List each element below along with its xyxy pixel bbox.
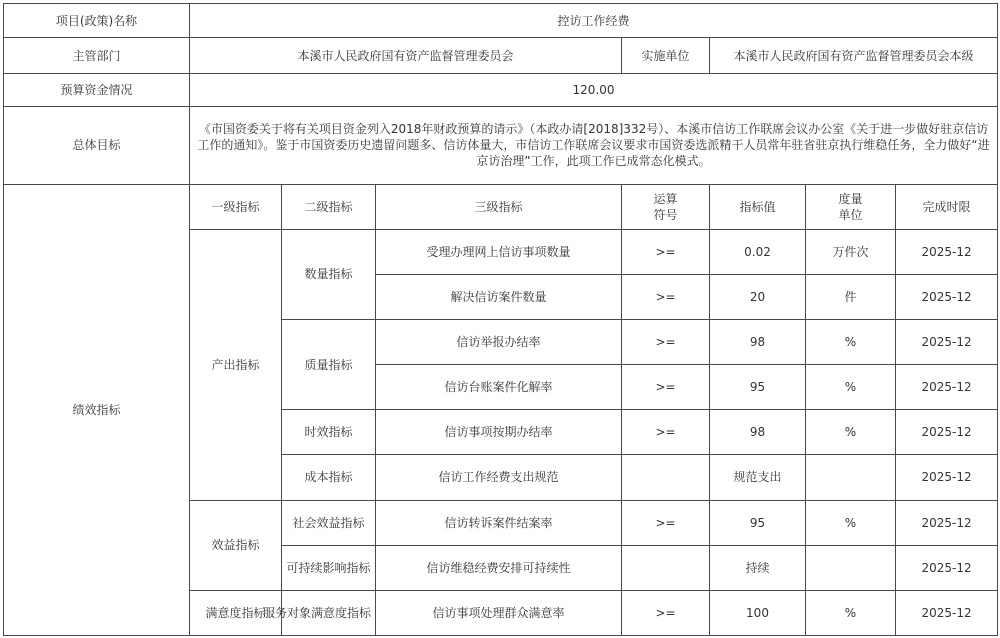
project-row <box>4 4 998 38</box>
indicator-name: 信访维稳经费安排可持续性 <box>376 545 622 590</box>
header-unit: 度量单位 <box>806 184 896 229</box>
indicator-deadline: 2025-12 <box>896 590 998 635</box>
indicator-name: 信访台账案件化解率 <box>376 365 622 410</box>
group-satisfaction: 满意度指标 <box>190 590 282 635</box>
group-output: 产出指标 <box>190 229 282 500</box>
indicator-op: >= <box>622 365 710 410</box>
indicator-value: 100 <box>710 590 806 635</box>
subgroup-service-text: 服务对象满意度指标 <box>262 605 371 620</box>
dept-label: 主管部门 <box>4 38 190 74</box>
header-value: 指标值 <box>710 184 806 229</box>
subgroup-sustain: 可持续影响指标 <box>282 545 376 590</box>
indicator-unit <box>806 545 896 590</box>
group-benefit: 效益指标 <box>190 500 282 590</box>
indicator-value: 98 <box>710 410 806 455</box>
indicator-op: >= <box>622 410 710 455</box>
header-level3: 三级指标 <box>376 184 622 229</box>
subgroup-quantity: 数量指标 <box>282 229 376 319</box>
indicator-op: >= <box>622 500 710 545</box>
subgroup-social: 社会效益指标 <box>282 500 376 545</box>
dept-row <box>4 38 998 74</box>
indicator-unit: 万件次 <box>806 229 896 274</box>
indicator-unit: % <box>806 500 896 545</box>
header-level1: 一级指标 <box>190 184 282 229</box>
indicator-deadline: 2025-12 <box>896 319 998 364</box>
project-value: 控访工作经费 <box>190 4 998 38</box>
indicator-op <box>622 455 710 500</box>
indicator-unit: % <box>806 590 896 635</box>
indicator-op: >= <box>622 319 710 364</box>
dept-value: 本溪市人民政府国有资产监督管理委员会 <box>190 38 622 74</box>
impl-label: 实施单位 <box>622 38 710 74</box>
indicator-value: 95 <box>710 365 806 410</box>
indicator-unit: 件 <box>806 274 896 319</box>
subgroup-quality: 质量指标 <box>282 319 376 409</box>
indicator-name: 信访转诉案件结案率 <box>376 500 622 545</box>
perf-header-row <box>4 184 998 229</box>
indicator-value: 98 <box>710 319 806 364</box>
project-label: 项目(政策)名称 <box>4 4 190 38</box>
indicator-value: 20 <box>710 274 806 319</box>
budget-value: 120.00 <box>190 74 998 107</box>
indicator-deadline: 2025-12 <box>896 545 998 590</box>
indicator-name: 信访事项按期办结率 <box>376 410 622 455</box>
indicator-value: 规范支出 <box>710 455 806 500</box>
indicator-deadline: 2025-12 <box>896 274 998 319</box>
indicator-unit <box>806 455 896 500</box>
indicator-deadline: 2025-12 <box>896 500 998 545</box>
indicator-unit: % <box>806 410 896 455</box>
performance-target-table <box>3 3 998 636</box>
indicator-name: 信访工作经费支出规范 <box>376 455 622 500</box>
header-level2: 二级指标 <box>282 184 376 229</box>
indicator-value: 95 <box>710 500 806 545</box>
indicator-op: >= <box>622 274 710 319</box>
perf-label: 绩效指标 <box>4 184 190 635</box>
subgroup-service <box>262 590 376 635</box>
indicator-unit: % <box>806 319 896 364</box>
indicator-op: >= <box>622 229 710 274</box>
budget-label: 预算资金情况 <box>4 74 190 107</box>
indicator-deadline: 2025-12 <box>896 365 998 410</box>
indicator-op <box>622 545 710 590</box>
indicator-name: 信访事项处理群众满意率 <box>376 590 622 635</box>
indicator-unit: % <box>806 365 896 410</box>
indicator-deadline: 2025-12 <box>896 410 998 455</box>
goal-row <box>4 107 998 184</box>
subgroup-timeliness: 时效指标 <box>282 410 376 455</box>
header-deadline: 完成时限 <box>896 184 998 229</box>
subgroup-cost: 成本指标 <box>282 455 376 500</box>
indicator-value: 持续 <box>710 545 806 590</box>
header-op: 运算符号 <box>622 184 710 229</box>
indicator-op: >= <box>622 590 710 635</box>
indicator-name: 受理办理网上信访事项数量 <box>376 229 622 274</box>
impl-value: 本溪市人民政府国有资产监督管理委员会本级 <box>710 38 998 74</box>
indicator-deadline: 2025-12 <box>896 455 998 500</box>
indicator-name: 解决信访案件数量 <box>376 274 622 319</box>
indicator-deadline: 2025-12 <box>896 229 998 274</box>
goal-label: 总体目标 <box>4 107 190 184</box>
indicator-name: 信访举报办结率 <box>376 319 622 364</box>
budget-row <box>4 74 998 107</box>
goal-text: 《市国资委关于将有关项目资金列入2018年财政预算的请示》（本政办请[2018]332号）、本溪市信访工作联席会议办公室《关于进一步做好驻京信访工作的通知》。鉴于市国资委历史遗留问题多、信访体量大，市信访工作联席会议要求市国资委选派精干人员常年驻省驻京执行维稳任务，全力做好“进京访治理”工作，此项工作已成常态化模式。 <box>190 107 998 184</box>
indicator-value: 0.02 <box>710 229 806 274</box>
